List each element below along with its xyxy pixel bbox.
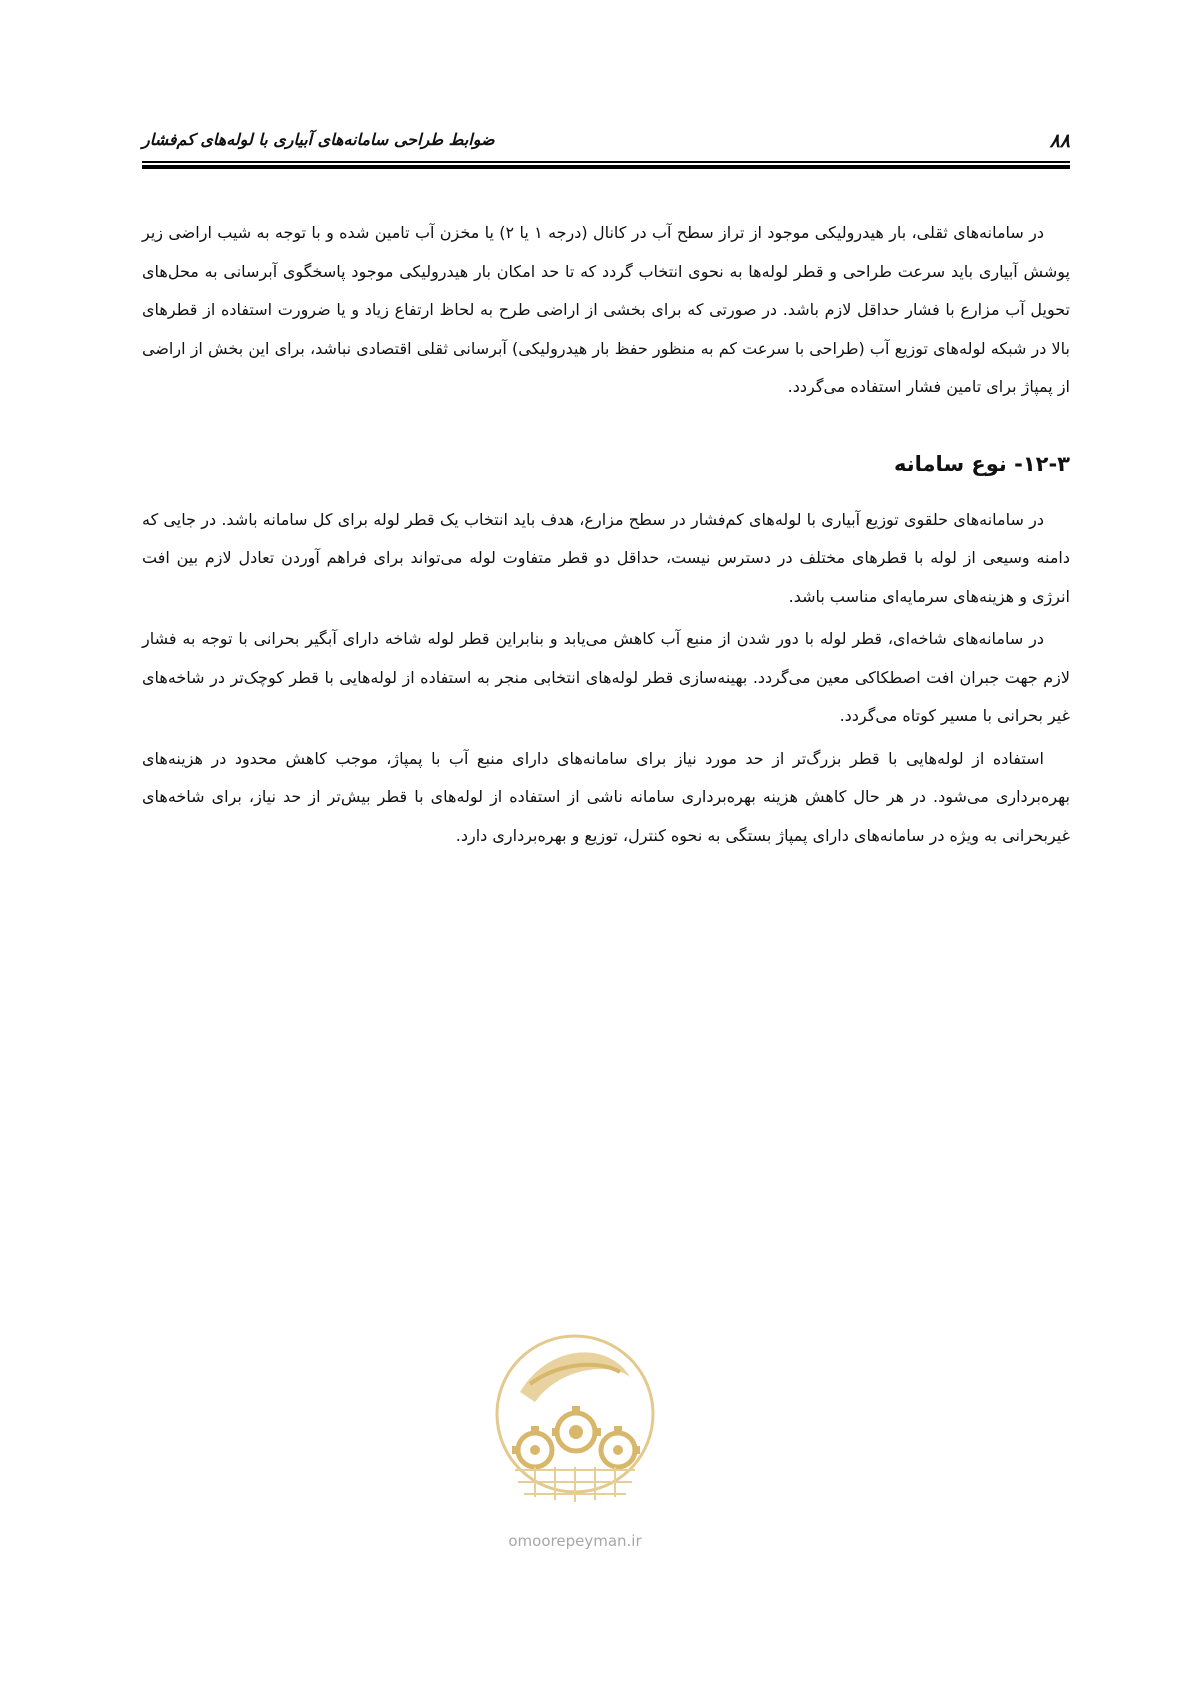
paragraph-pumped-systems: استفاده از لوله‌هایی با قطر بزرگ‌تر از حد مورد نیاز برای سامانه‌های دارای منبع آب با پمپاژ، موجب کاهش محدود در هزینه‌های بهره‌برداری می‌شود. در هر حال کاهش هزینه بهره‌برداری سامانه ناشی از استفاده از لوله‌های با قطر بیش‌تر از حد نیاز، برای شاخه‌های غیربحرانی به ویژه در سامانه‌های دارای پمپاژ بستگی به نحوه کنترل، توزیع و بهره‌برداری دارد. xyxy=(142,748,1070,845)
running-title: ضوابط طراحی سامانه‌های آبیاری با لوله‌های کم‌فشار xyxy=(142,130,495,149)
section-heading: ۱۲-۳- نوع سامانه xyxy=(894,451,1070,476)
paragraph-gravity-systems: در سامانه‌های ثقلی، بار هیدرولیکی موجود از تراز سطح آب در کانال (درجه ۱ یا ۲) یا مخزن آب تامین شده و با توجه به شیب اراضی زیر پوشش آبیاری باید سرعت طراحی و قطر لوله‌ها به نحوی انتخاب گردد که تا حد امکان بار هیدرولیکی موجود پاسخگوی آبرسانی به محل‌های تحویل آب مزارع با فشار حداقل لازم باشد. در صورتی که برای بخشی از اراضی طرح به لحاظ ارتفاع زیاد و یا ضرورت استفاده از قطرهای بالا در شبکه لوله‌های توزیع آب (طراحی با سرعت کم به منظور حفظ بار هیدرولیکی) آبرسانی ثقلی اقتصادی نباشد، برای این بخش از اراضی از پمپاژ برای تامین فشار استفاده می‌گردد. xyxy=(142,223,1070,396)
watermark-website: omoorepeyman.ir xyxy=(508,1532,642,1550)
watermark-seal-icon xyxy=(490,1322,660,1522)
page-number: ۸۸ xyxy=(1049,130,1070,152)
page-header xyxy=(142,128,1070,158)
header-rule-thick xyxy=(142,165,1070,169)
header-rule-thin xyxy=(142,161,1070,163)
paragraph-branched-systems: در سامانه‌های شاخه‌ای، قطر لوله با دور شدن از منبع آب کاهش می‌یابد و بنابراین قطر لوله شاخه دارای آبگیر بحرانی با توجه به فشار لازم جهت جبران افت اصطکاکی معین می‌گردد. بهینه‌سازی قطر لوله‌های انتخابی منجر به استفاده از لوله‌هایی با قطر کوچک‌تر در شاخه‌های غیر بحرانی با مسیر کوتاه می‌گردد. xyxy=(142,629,1070,725)
watermark-logo xyxy=(490,1322,660,1522)
document-body xyxy=(142,214,1070,855)
paragraph-loop-systems: در سامانه‌های حلقوی توزیع آبیاری با لوله‌های کم‌فشار در سطح مزارع، هدف باید انتخاب یک قطر لوله برای کل سامانه باشد. در جایی که دامنه وسیعی از لوله با قطرهای مختلف در دسترس نیست، حداقل دو قطر متفاوت لوله می‌تواند برای فراهم آوردن تعادل لازم بین افت انرژی و هزینه‌های سرمایه‌ای مناسب باشد. xyxy=(142,509,1070,606)
